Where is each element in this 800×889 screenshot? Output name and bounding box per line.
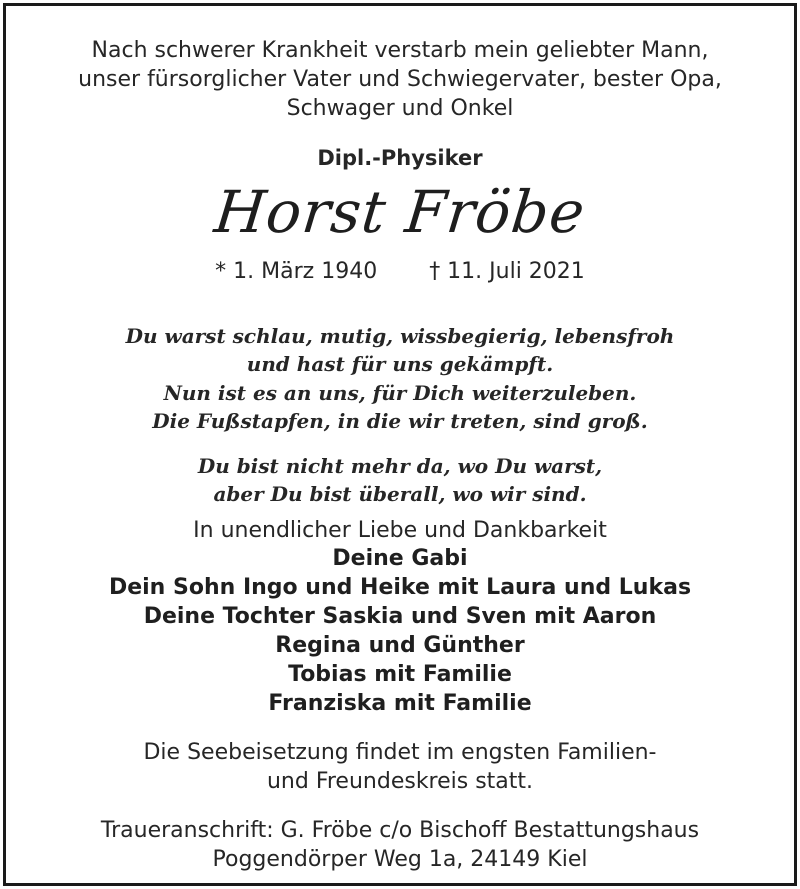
- poem-1-line-4: Die Fußstapfen, in die wir treten, sind groß.: [152, 409, 648, 433]
- address-line-2: Poggendörper Weg 1a, 24149 Kiel: [212, 847, 588, 872]
- burial-line-1: Die Seebeisetzung findet im engsten Familien-: [143, 740, 657, 765]
- mourner-3: Deine Tochter Saskia und Sven mit Aaron: [143, 604, 657, 629]
- poem-2-line-2: aber Du bist überall, wo wir sind.: [213, 482, 587, 506]
- mourner-5: Tobias mit Familie: [288, 662, 512, 687]
- poem-1-line-1: Du warst schlau, mutig, wissbegierig, lebensfroh: [125, 324, 675, 348]
- address-line-1: Traueranschrift: G. Fröbe c/o Bischoff Bestattungshaus: [100, 818, 700, 843]
- farewell-line: In unendlicher Liebe und Dankbarkeit: [193, 518, 607, 543]
- poem-1-line-2: und hast für uns gekämpft.: [246, 352, 554, 376]
- mourner-1: Deine Gabi: [332, 546, 468, 571]
- mourner-2: Dein Sohn Ingo und Heike mit Laura und Lukas: [108, 575, 692, 600]
- poem-1-line-3: Nun ist es an uns, für Dich weiterzuleben.: [163, 381, 637, 405]
- poem-2-line-1: Du bist nicht mehr da, wo Du warst,: [197, 454, 603, 478]
- intro-line-1: Nach schwerer Krankheit verstarb mein geliebter Mann,: [91, 38, 709, 63]
- mourner-6: Franziska mit Familie: [268, 691, 532, 716]
- burial-line-2: und Freundeskreis statt.: [266, 769, 534, 794]
- obituary-content: [6, 6, 794, 883]
- academic-title: Dipl.-Physiker: [317, 146, 483, 170]
- obituary-frame: [3, 3, 797, 886]
- death-date: † 11. Juli 2021: [429, 259, 585, 284]
- life-dates: [6, 259, 794, 284]
- deceased-name: Horst Fröbe: [211, 178, 589, 246]
- birth-date: * 1. März 1940: [215, 259, 378, 284]
- intro-line-3: Schwager und Onkel: [286, 96, 514, 121]
- mourner-4: Regina und Günther: [275, 633, 525, 658]
- intro-line-2: unser fürsorglicher Vater und Schwiegervater, bester Opa,: [78, 67, 722, 92]
